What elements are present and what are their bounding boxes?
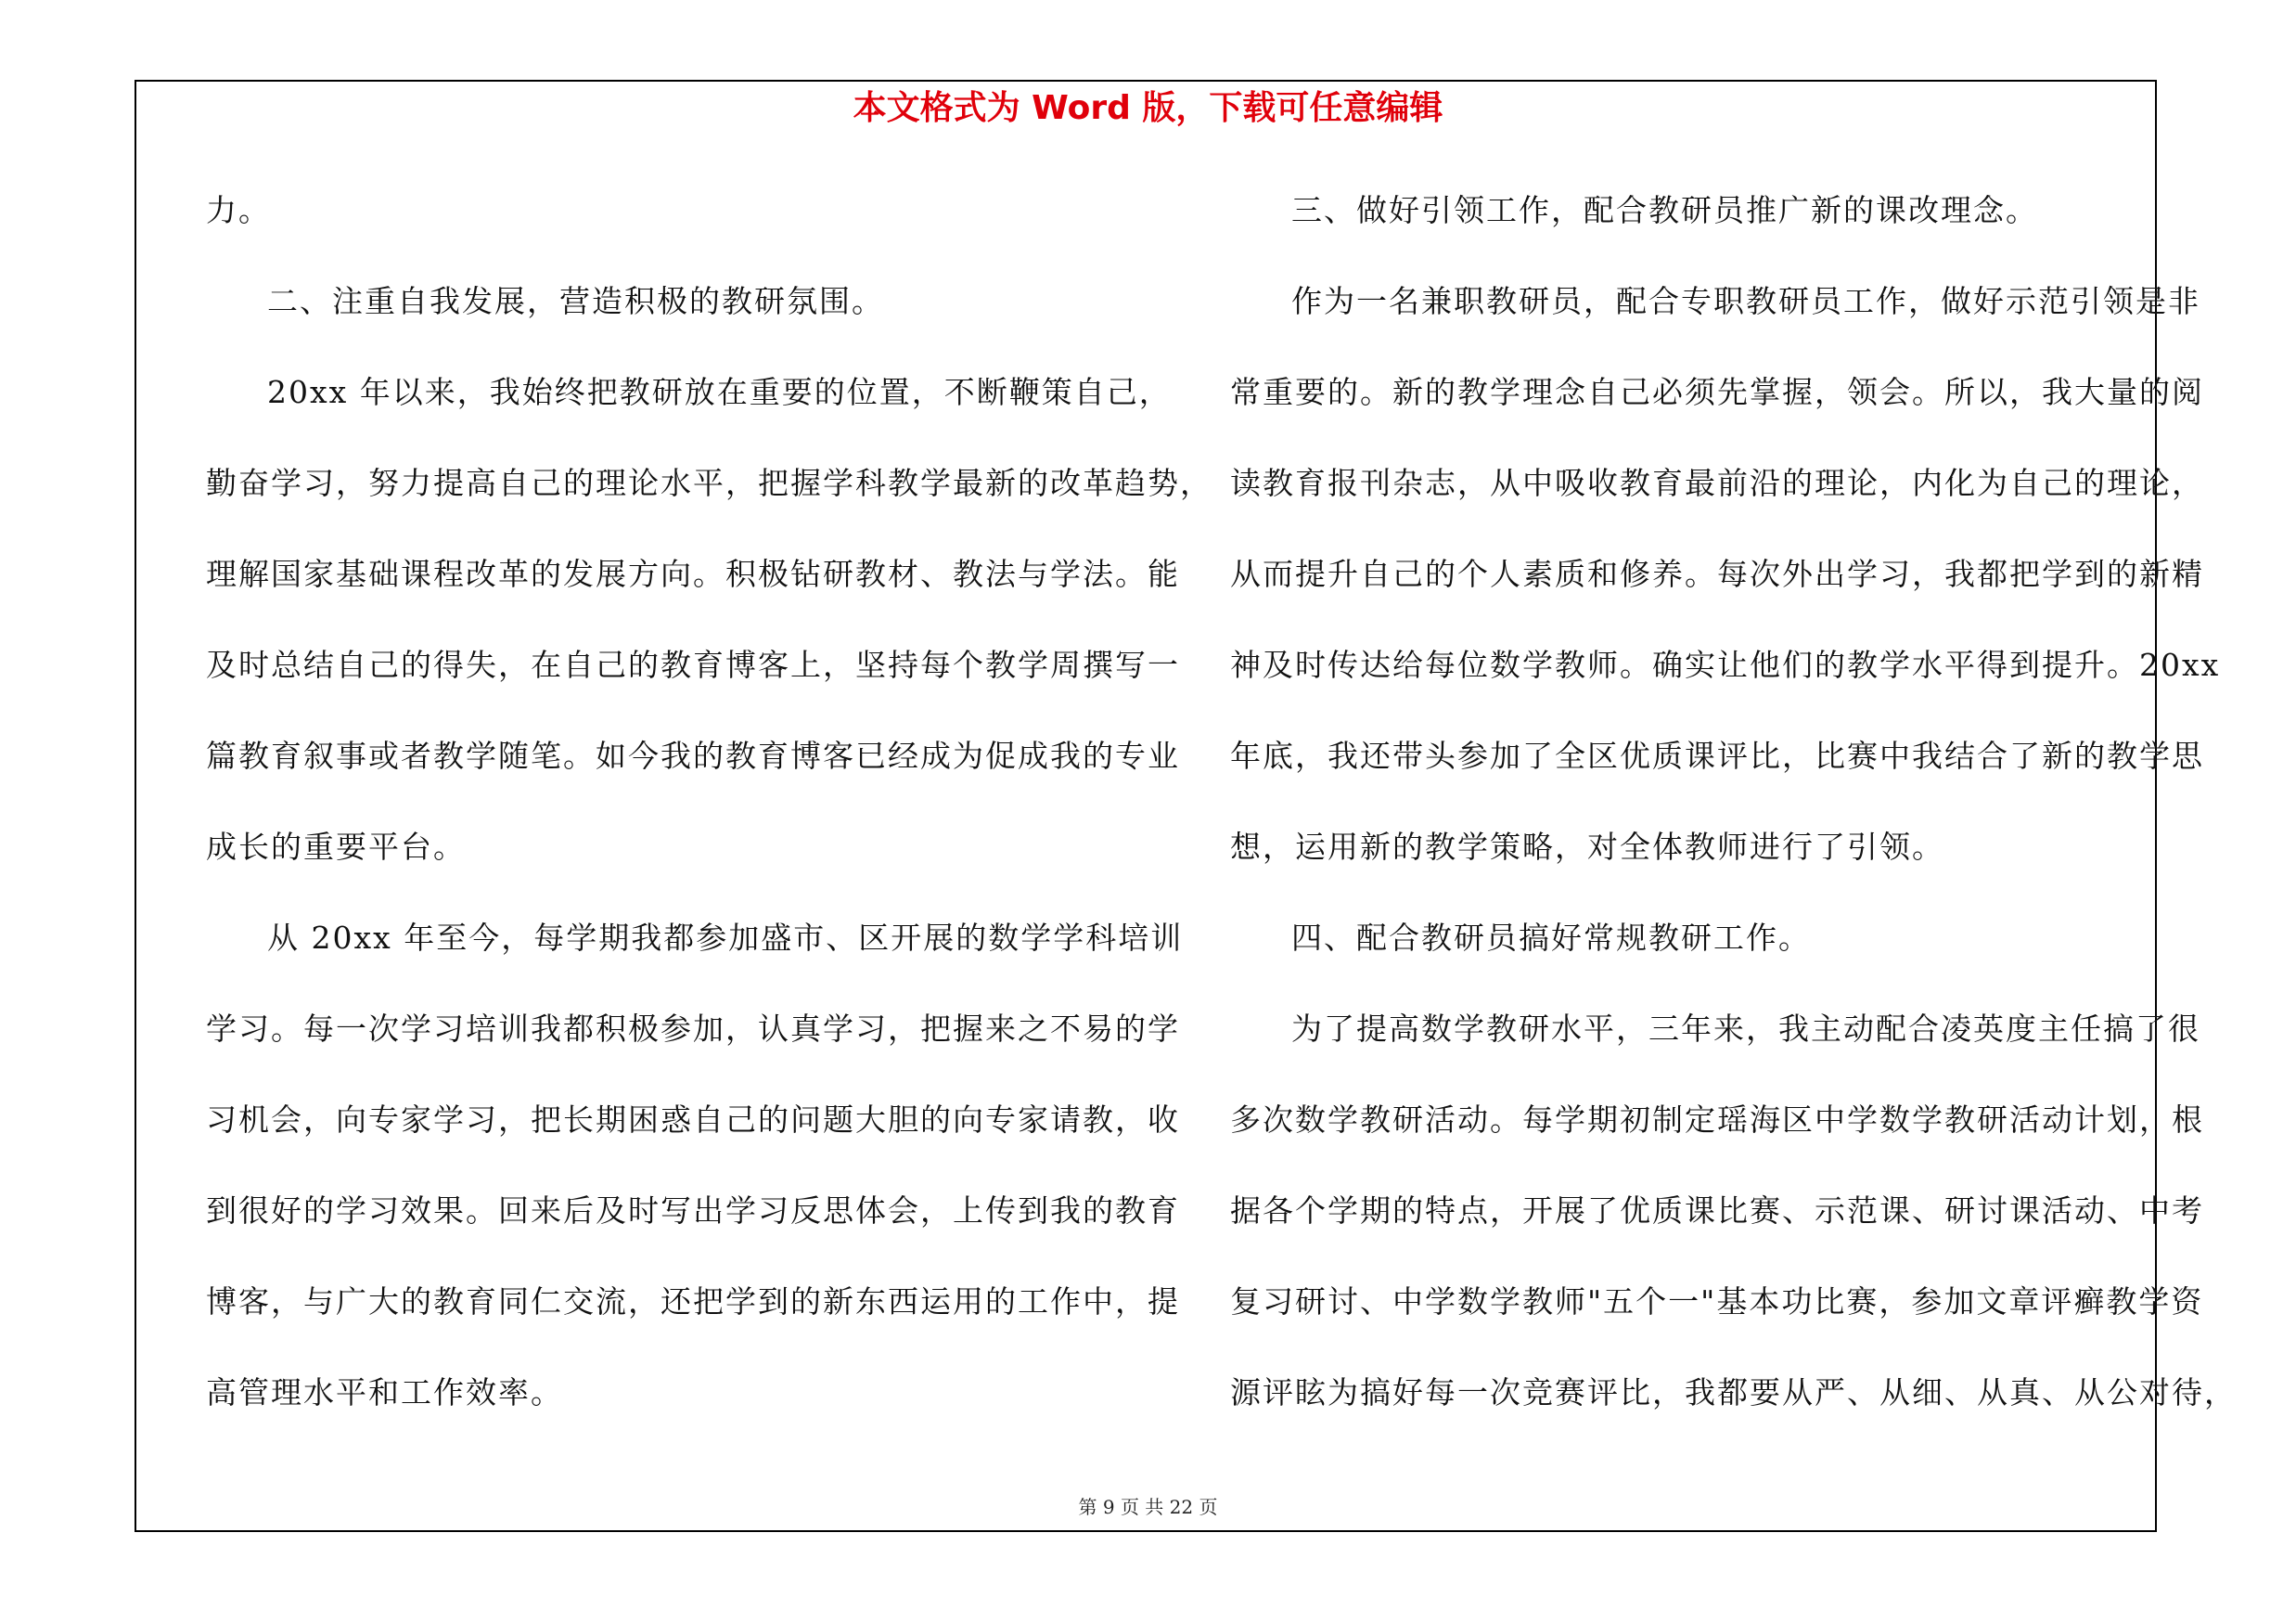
text-line: 神及时传达给每位数学教师。确实让他们的教学水平得到提升。20xx — [1230, 647, 2221, 683]
text-line: 成长的重要平台。 — [206, 829, 466, 865]
text-line: 常重要的。新的教学理念自己必须先掌握，领会。所以，我大量的阅 — [1230, 374, 2204, 410]
text-line: 勤奋学习，努力提高自己的理论水平，把握学科教学最新的改革趋势， — [206, 465, 1212, 501]
section-heading: 三、做好引领工作，配合教研员推广新的课改理念。 — [1291, 192, 2038, 228]
text-line: 据各个学期的特点，开展了优质课比赛、示范课、研讨课活动、中考 — [1230, 1192, 2204, 1229]
section-heading: 四、配合教研员搞好常规教研工作。 — [1291, 920, 1811, 956]
text-line: 力。 — [206, 192, 271, 228]
text-line: 理解国家基础课程改革的发展方向。积极钻研教材、教法与学法。能 — [206, 556, 1180, 592]
left-text-column — [206, 181, 1212, 1454]
text-line: 20xx 年以来，我始终把教研放在重要的位置，不断鞭策自己， — [267, 374, 1172, 410]
text-line: 及时总结自己的得失，在自己的教育博客上，坚持每个教学周撰写一 — [206, 647, 1180, 683]
text-line: 想，运用新的教学策略，对全体教师进行了引领。 — [1230, 829, 1944, 865]
text-line: 篇教育叙事或者教学随笔。如今我的教育博客已经成为促成我的专业 — [206, 738, 1180, 774]
text-line: 为了提高数学教研水平，三年来，我主动配合凌英度主任搞了很 — [1291, 1011, 2200, 1047]
text-line: 从而提升自己的个人素质和修养。每次外出学习，我都把学到的新精 — [1230, 556, 2204, 592]
page-number-footer: 第 9 页 共 22 页 — [1078, 1496, 1218, 1518]
text-line: 高管理水平和工作效率。 — [206, 1374, 563, 1410]
text-line: 学习。每一次学习培训我都积极参加，认真学习，把握来之不易的学 — [206, 1011, 1180, 1047]
text-line: 读教育报刊杂志，从中吸收教育最前沿的理论，内化为自己的理论， — [1230, 465, 2204, 501]
right-text-column — [1230, 181, 2237, 1454]
text-line: 年底，我还带头参加了全区优质课评比，比赛中我结合了新的教学思 — [1230, 738, 2204, 774]
text-line: 博客，与广大的教育同仁交流，还把学到的新东西运用的工作中，提 — [206, 1283, 1180, 1320]
text-line: 从 20xx 年至今，每学期我都参加盛市、区开展的数学学科培训 — [267, 920, 1184, 956]
text-line: 到很好的学习效果。回来后及时写出学习反思体会，上传到我的教育 — [206, 1192, 1180, 1229]
text-line: 作为一名兼职教研员，配合专职教研员工作，做好示范引领是非 — [1291, 283, 2200, 319]
text-line: 习机会，向专家学习，把长期困惑自己的问题大胆的向专家请教，收 — [206, 1101, 1180, 1138]
text-line: 源评眩为搞好每一次竞赛评比，我都要从严、从细、从真、从公对待， — [1230, 1374, 2237, 1410]
section-heading: 二、注重自我发展，营造积极的教研氛围。 — [267, 283, 884, 319]
text-line: 复习研讨、中学数学教师"五个一"基本功比赛，参加文章评癣教学资 — [1230, 1283, 2204, 1320]
word-format-banner: 本文格式为 Word 版，下载可任意编辑 — [853, 89, 1443, 127]
text-line: 多次数学教研活动。每学期初制定瑶海区中学数学教研活动计划，根 — [1230, 1101, 2204, 1138]
